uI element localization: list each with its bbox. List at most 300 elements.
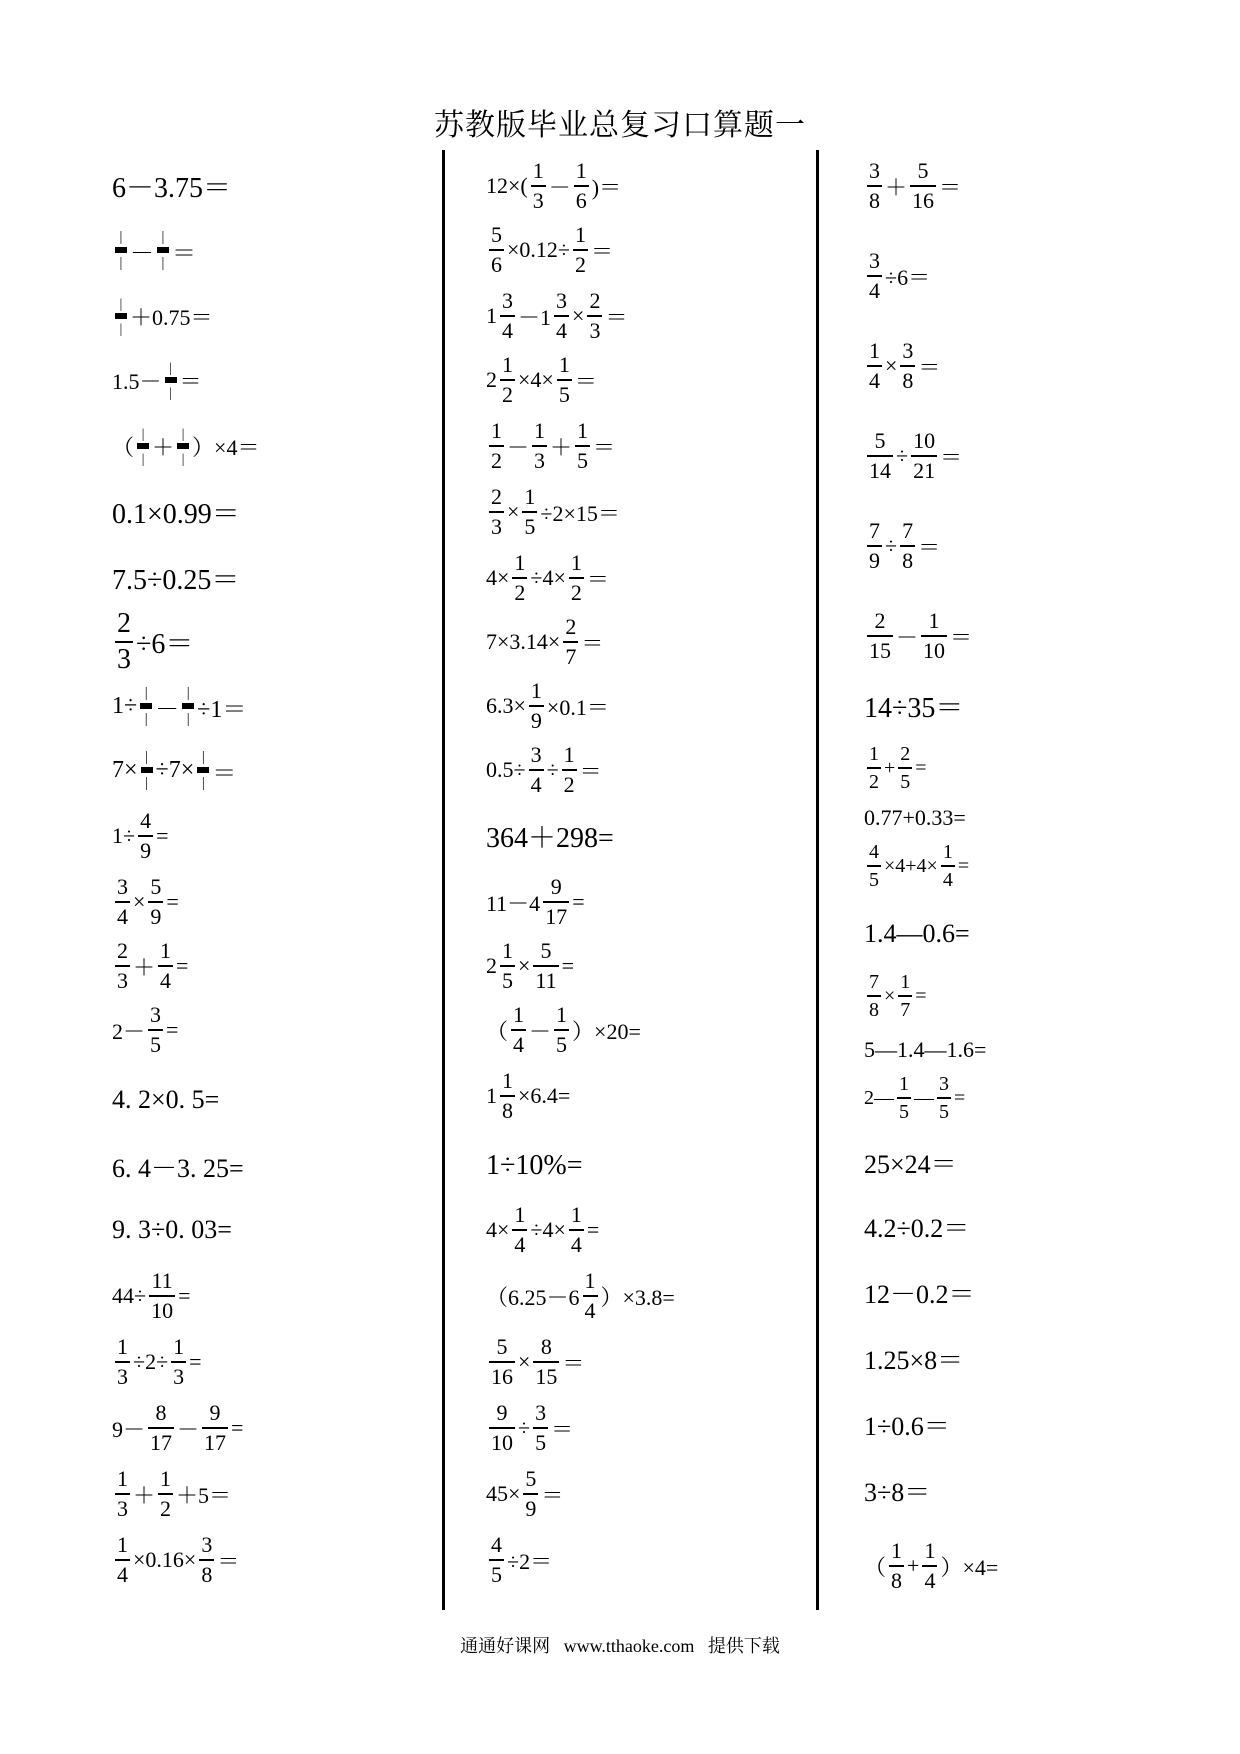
fraction (171, 1336, 186, 1388)
fraction-denominator: | (119, 255, 123, 271)
fraction-denominator: 2 (160, 1496, 172, 1521)
fraction-denominator: 5 (577, 448, 589, 473)
fraction (533, 1336, 559, 1388)
fraction-numerator: 1 (900, 971, 911, 993)
problem-text: = (156, 823, 169, 848)
fraction (522, 486, 537, 538)
fraction-bar (157, 247, 169, 253)
problem-text: = (572, 889, 585, 914)
fraction-bar (115, 965, 130, 967)
footer-download-note: 提供下载 (707, 1636, 780, 1656)
fraction-denominator: 2 (502, 382, 513, 407)
problem-text: ＝ (217, 1548, 240, 1574)
fraction (149, 1270, 175, 1322)
fraction (941, 842, 955, 890)
problem-text: ＝ (950, 624, 973, 650)
math-problem (864, 141, 961, 231)
fraction-denominator: 8 (201, 1562, 213, 1587)
problem-text: × (884, 984, 896, 1007)
footer-url: www.tthaoke.com (563, 1636, 695, 1656)
fraction-denominator: 2 (570, 580, 582, 605)
fraction-denominator: 4 (514, 1232, 526, 1257)
math-problem (864, 321, 940, 411)
problem-text: （ (112, 434, 135, 460)
fraction-numerator: 1 (160, 938, 172, 963)
fraction (148, 1402, 174, 1454)
problem-text: ＋ (152, 434, 175, 460)
problem-text: ）×4= (940, 1554, 999, 1580)
problem-text: 1.5－ (112, 368, 162, 394)
fraction-bar (867, 185, 882, 187)
problem-text: 12×( (486, 173, 528, 198)
problem-text: （6.25－6 (486, 1284, 580, 1310)
fraction (489, 1336, 515, 1388)
fraction-denominator: 4 (530, 772, 542, 797)
fraction-numerator: 9 (496, 1400, 508, 1425)
fraction-denominator: 3 (117, 1364, 128, 1389)
fraction-bar (115, 641, 133, 643)
fraction (583, 1270, 598, 1322)
fraction-numerator: 1 (869, 743, 879, 765)
math-problem (864, 1521, 998, 1611)
problem-text: × (885, 353, 898, 378)
fraction-bar (489, 1427, 515, 1429)
fraction (867, 610, 893, 662)
fraction (554, 1004, 569, 1056)
problem-text: = (586, 1217, 600, 1242)
fraction-bar (554, 315, 569, 317)
fraction-bar (532, 445, 547, 447)
fraction-bar (575, 445, 590, 447)
fraction-bar (115, 1361, 130, 1363)
fraction-bar (199, 1559, 214, 1561)
fraction-numerator: 1 (530, 678, 542, 703)
fraction-denominator: 3 (117, 968, 128, 993)
problem-text: 6. 4－3. 25= (112, 1153, 244, 1183)
fraction-numerator: 2 (900, 743, 911, 765)
fraction-bar (158, 1493, 173, 1495)
problem-text: ÷2×15＝ (540, 500, 620, 526)
fraction-bar (543, 901, 569, 903)
problem-text: ×0.16× (133, 1547, 197, 1572)
fraction-bar (500, 1095, 515, 1097)
problem-text: － (548, 174, 571, 200)
fraction-denominator: 9 (140, 838, 152, 863)
fraction-numerator: 1 (574, 222, 586, 247)
fraction-numerator: 4 (869, 841, 879, 863)
fraction-numerator: 5 (150, 874, 162, 899)
fraction-numerator: | (119, 295, 123, 311)
fraction-bar (115, 901, 130, 903)
problem-text: 9－ (112, 1416, 146, 1442)
problem-text: 1÷ (112, 692, 138, 719)
fraction-denominator: 5 (558, 382, 570, 407)
problem-text: × (518, 1349, 531, 1374)
fraction-numerator: 5 (525, 1466, 537, 1491)
problem-text: ÷4× (530, 1217, 566, 1242)
problem-text: ＝ (581, 630, 604, 656)
fraction-numerator: 3 (201, 1532, 213, 1557)
fraction-numerator: 1 (869, 338, 880, 363)
fraction-denominator: | (169, 385, 172, 400)
fraction-numerator: 1 (556, 1002, 568, 1027)
fraction-illegible (182, 686, 194, 727)
problem-text: 1÷10%= (486, 1150, 583, 1181)
problem-text: ＋0.75＝ (130, 304, 213, 330)
fraction-denominator: 4 (869, 368, 880, 393)
problem-text: ÷1＝ (197, 696, 247, 723)
fraction-denominator: 8 (502, 1098, 513, 1123)
problem-text: 25×24＝ (864, 1149, 957, 1179)
fraction-numerator: 5 (496, 1334, 508, 1359)
fraction-numerator: 1 (117, 1532, 128, 1557)
fraction-denominator: 5 (150, 1032, 162, 1057)
fraction-denominator: 5 (535, 1430, 547, 1455)
fraction-bar (941, 865, 955, 867)
problem-text: ＝ (918, 534, 941, 560)
fraction-numerator: 1 (575, 158, 587, 183)
fraction-bar (137, 443, 149, 449)
problem-text: ）×20= (572, 1018, 641, 1044)
fraction-denominator: 2 (563, 772, 575, 797)
problem-text: = (915, 984, 927, 1007)
problem-text: ＝ (574, 368, 597, 394)
fraction (921, 610, 947, 662)
problem-text: ÷ (885, 533, 898, 558)
fraction-denominator: 9 (530, 708, 542, 733)
fraction-numerator: 7 (869, 971, 879, 993)
fraction-bar (500, 379, 515, 381)
problem-text: ＋ (133, 954, 156, 980)
page-footer (0, 1632, 1240, 1658)
problem-text: （ (864, 1554, 887, 1580)
fraction-bar (138, 835, 153, 837)
problem-text: 6.3× (486, 693, 526, 718)
problem-text: = (178, 1283, 191, 1308)
problem-text: ÷ (546, 757, 559, 782)
fraction-bar (897, 1097, 911, 1099)
problem-text: )＝ (591, 174, 622, 200)
fraction (889, 1540, 904, 1592)
problem-text: × (518, 953, 531, 978)
problem-text: 1 (486, 303, 497, 328)
fraction-bar (115, 247, 127, 253)
fraction (897, 1074, 911, 1122)
fraction-numerator: 4 (140, 808, 152, 833)
fraction-denominator: 17 (545, 904, 568, 929)
fraction (573, 224, 588, 276)
fraction-bar (165, 377, 177, 383)
fraction-numerator: 9 (550, 874, 562, 899)
fraction (500, 354, 515, 406)
fraction-bar (557, 379, 572, 381)
fraction (569, 1204, 584, 1256)
problem-text: ＝ (551, 1416, 574, 1442)
fraction-numerator: 10 (913, 428, 936, 453)
problem-text: － (155, 696, 180, 723)
fraction-bar (115, 1559, 130, 1561)
math-problem (864, 411, 962, 501)
fraction-denominator: 16 (912, 188, 935, 213)
fraction (911, 430, 937, 482)
fraction-denominator: 4 (869, 278, 880, 303)
math-problem (486, 1515, 552, 1605)
problem-text: = (231, 1415, 244, 1440)
problem-text: 45× (486, 1481, 521, 1506)
fraction-bar (512, 577, 527, 579)
fraction-denominator: 3 (534, 448, 546, 473)
fraction-denominator: 5 (502, 968, 513, 993)
problem-text: 9. 3÷0. 03= (112, 1215, 232, 1244)
problem-text: ÷ (896, 443, 909, 468)
fraction-denominator: 2 (869, 771, 879, 793)
fraction-bar (141, 767, 153, 773)
fraction-numerator: 5 (491, 222, 502, 247)
fraction-numerator: 9 (209, 1400, 221, 1425)
fraction-numerator: | (169, 359, 172, 375)
fraction-bar (867, 995, 881, 997)
fraction-denominator: 7 (900, 999, 911, 1021)
fraction (489, 486, 504, 538)
fraction (138, 810, 153, 862)
fraction-denominator: 5 (556, 1032, 568, 1057)
fraction-denominator: 17 (204, 1430, 227, 1455)
fraction-illegible (177, 427, 189, 465)
fraction-bar (898, 767, 912, 769)
fraction-numerator: | (145, 748, 148, 765)
fraction-bar (569, 577, 584, 579)
fraction-numerator: 1 (928, 608, 940, 633)
problem-text: ÷7× (155, 756, 195, 783)
problem-text: ＝ (939, 174, 962, 200)
fraction-bar (529, 769, 544, 771)
fraction-numerator: 1 (514, 1202, 526, 1227)
fraction (500, 1070, 515, 1122)
fraction-bar (149, 1295, 175, 1297)
fraction (867, 160, 882, 212)
fraction (148, 1004, 163, 1056)
fraction-denominator: 6 (491, 252, 502, 277)
fraction-bar (500, 315, 515, 317)
fraction (867, 520, 882, 572)
fraction-bar (529, 705, 544, 707)
fraction-numerator: 1 (513, 1002, 525, 1027)
fraction-bar (140, 703, 152, 709)
problem-text: ＝ (940, 444, 963, 470)
fraction-denominator: 8 (902, 548, 914, 573)
fraction-bar (587, 315, 602, 317)
fraction (115, 1468, 130, 1520)
math-problem (864, 501, 940, 591)
fraction-bar (574, 185, 589, 187)
problem-text: ＋ (133, 1482, 156, 1508)
fraction-illegible (115, 230, 127, 271)
problem-text: 11－4 (486, 890, 541, 916)
fraction-bar (158, 965, 173, 967)
fraction-denominator: 21 (913, 458, 936, 483)
problem-text: 1÷0.6＝ (864, 1411, 950, 1441)
fraction-numerator: 1 (924, 1538, 936, 1563)
problem-text: 2— (864, 1086, 894, 1109)
fraction-numerator: 8 (155, 1400, 167, 1425)
fraction-denominator: 4 (117, 904, 128, 929)
fraction-bar (554, 1029, 569, 1031)
fraction-denominator: 4 (502, 318, 513, 343)
fraction-numerator: 5 (874, 428, 886, 453)
fraction (867, 340, 882, 392)
problem-text: ＋ (550, 434, 573, 460)
problem-text: 4. 2×0. 5= (112, 1085, 220, 1114)
fraction-bar (148, 1427, 174, 1429)
fraction-bar (889, 1565, 904, 1567)
math-problem (864, 231, 930, 321)
problem-text: 1.4—0.6= (864, 919, 970, 948)
problem-text: ＝ (541, 1482, 564, 1508)
problem-text: = (176, 953, 189, 978)
problem-text: 4.2÷0.2＝ (864, 1213, 970, 1243)
problem-text: 7.5÷0.25＝ (112, 565, 240, 596)
problem-text: ÷2＝ (507, 1548, 553, 1574)
fraction-bar (898, 995, 912, 997)
fraction-numerator: 1 (570, 550, 582, 575)
fraction-denominator: | (144, 711, 148, 727)
problem-text: × (133, 889, 146, 914)
fraction-denominator: 7 (565, 644, 577, 669)
fraction-numerator: 3 (535, 1400, 547, 1425)
problem-text: × (572, 303, 585, 328)
fraction-numerator: 2 (491, 484, 502, 509)
fraction (900, 520, 915, 572)
problem-text: = (915, 756, 927, 779)
problem-text: 14÷35＝ (864, 693, 964, 724)
fraction (199, 1534, 214, 1586)
fraction-numerator: 1 (117, 1466, 128, 1491)
fraction (533, 1402, 548, 1454)
problem-text: = (954, 1086, 966, 1109)
fraction-denominator: 3 (117, 644, 131, 675)
fraction-bar (867, 275, 882, 277)
fraction-denominator: 9 (869, 548, 880, 573)
fraction (867, 430, 893, 482)
problem-text: ÷2÷ (133, 1349, 169, 1374)
problem-text: － (529, 1018, 552, 1044)
fraction-numerator: 1 (534, 418, 546, 443)
problem-text: + (884, 756, 896, 779)
problem-text: － (177, 1416, 200, 1442)
fraction-denominator: 8 (869, 999, 879, 1021)
fraction-denominator: 15 (869, 638, 891, 663)
fraction-denominator: 5 (524, 514, 536, 539)
fraction (512, 1204, 527, 1256)
fraction (922, 1540, 937, 1592)
fraction-denominator: 5 (869, 869, 879, 891)
fraction-bar (583, 1295, 598, 1297)
fraction-numerator: 1 (558, 352, 570, 377)
fraction-denominator: 3 (589, 318, 601, 343)
fraction (557, 354, 572, 406)
fraction-numerator: 1 (891, 1538, 903, 1563)
fraction-illegible (157, 230, 169, 271)
fraction (489, 224, 504, 276)
fraction-denominator: 10 (923, 638, 946, 663)
fraction-numerator: 1 (502, 352, 513, 377)
fraction (158, 1468, 173, 1520)
fraction-numerator: 1 (532, 158, 544, 183)
fraction-numerator: 7 (902, 518, 914, 543)
fraction-bar (489, 1361, 515, 1363)
fraction-numerator: 1 (577, 418, 589, 443)
fraction-denominator: 4 (117, 1562, 128, 1587)
fraction-bar (867, 865, 881, 867)
problem-text: ÷6＝ (885, 264, 931, 290)
problem-text: 7×3.14× (486, 629, 561, 654)
fraction-denominator: 8 (869, 188, 880, 213)
fraction-denominator: 3 (173, 1364, 185, 1389)
fraction (202, 1402, 228, 1454)
fraction-numerator: 2 (565, 614, 577, 639)
fraction-denominator: 3 (491, 514, 502, 539)
fraction (867, 250, 882, 302)
fraction-numerator: 3 (556, 288, 568, 313)
problem-text: — (914, 1086, 934, 1109)
fraction-bar (900, 545, 915, 547)
fraction-bar (921, 635, 947, 637)
problem-text: ）×4＝ (192, 434, 260, 460)
fraction (489, 1534, 504, 1586)
fraction-bar (533, 1427, 548, 1429)
problem-text: 2 (486, 367, 497, 392)
fraction-illegible (137, 427, 149, 465)
problem-text: ＋5＝ (176, 1482, 232, 1508)
problem-text: = (166, 889, 179, 914)
fraction-denominator: 4 (570, 1232, 582, 1257)
problem-text: ÷ (518, 1415, 531, 1440)
problem-text: 4× (486, 565, 510, 590)
fraction-numerator: 2 (589, 288, 601, 313)
fraction-bar (910, 185, 936, 187)
fraction-numerator: 2 (874, 608, 886, 633)
fraction-bar (533, 965, 558, 967)
problem-text: 1÷ (112, 823, 136, 848)
fraction-bar (523, 1493, 538, 1495)
fraction-denominator: 4 (584, 1298, 596, 1323)
fraction-denominator: 4 (513, 1032, 525, 1057)
problem-text: ＋ (885, 174, 908, 200)
fraction-bar (867, 767, 881, 769)
fraction-denominator: 11 (535, 968, 557, 993)
fraction-bar (148, 1029, 163, 1031)
fraction-bar (489, 1559, 504, 1561)
fraction-denominator: | (141, 451, 145, 466)
fraction-numerator: 2 (117, 938, 128, 963)
fraction-numerator: 1 (491, 418, 502, 443)
footer-site-name: 通通好课网 (460, 1636, 551, 1656)
fraction-denominator: 5 (939, 1101, 949, 1123)
problem-text: ×0.1＝ (546, 694, 609, 720)
fraction-denominator: 3 (532, 188, 544, 213)
fraction-numerator: | (181, 425, 185, 441)
fraction-illegible (140, 686, 152, 727)
fraction-denominator: 4 (160, 968, 172, 993)
fraction-illegible (141, 750, 153, 791)
fraction-bar (489, 445, 504, 447)
fraction-numerator: 7 (869, 518, 880, 543)
problem-text: 364＋298= (486, 823, 614, 854)
fraction-denominator: 5 (900, 771, 911, 793)
fraction-numerator: | (119, 228, 123, 245)
fraction-bar (867, 545, 882, 547)
fraction (575, 420, 590, 472)
